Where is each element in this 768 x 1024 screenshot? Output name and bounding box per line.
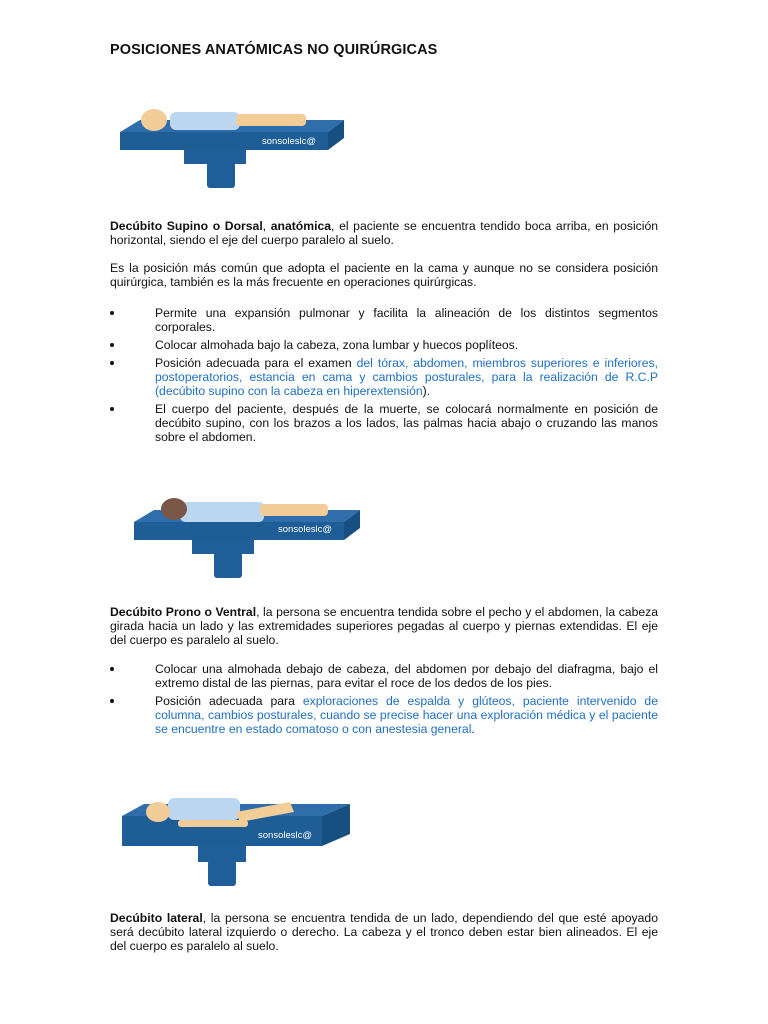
bullet-dot-icon: [110, 343, 114, 347]
lateral-description: [110, 911, 658, 953]
list-item: Posición adecuada para el examen del tórax, abdomen, miembros superiores e inferiores, postoperatorios, estancia en cama y cambios posturales, para la realización de R.C.P (decúbito supino con la cabeza en hiperextensión).: [110, 356, 658, 398]
table-pedestal: [208, 860, 236, 886]
prone-position-illustration: [128, 490, 368, 580]
supino-intro: , el paciente se encuentra tendido boca arriba, en posición horizontal, siendo el eje del cuerpo paralelo al suelo.: [110, 219, 659, 247]
supino-heading-anatomica: anatómica: [270, 219, 332, 233]
supino-heading: Decúbito Supino o Dorsal: [110, 219, 263, 233]
bullet-dot-icon: [110, 667, 114, 671]
supino-paragraph-2: Es la posición más común que adopta el paciente en la cama y aunque no se considera posición quirúrgica, también es la más frecuente en operaciones quirúrgicas.: [110, 261, 658, 289]
supino-bullet-list: [110, 306, 658, 448]
page-title: POSICIONES ANATÓMICAS NO QUIRÚRGICAS: [110, 42, 438, 58]
watermark: sonsoleslc@: [258, 830, 312, 841]
list-item: El cuerpo del paciente, después de la muerte, se colocará normalmente en posición de decúbito supino, con los brazos a los lados, las palmas hacia abajo o cruzando las manos sobre el abdomen.: [110, 402, 658, 444]
patient-head: [141, 109, 167, 131]
supine-position-illustration: [112, 100, 352, 190]
watermark: sonsoleslc@: [278, 524, 332, 535]
patient-head: [161, 498, 187, 520]
bullet-dot-icon: [110, 699, 114, 703]
bullet-dot-icon: [110, 361, 114, 365]
supino-description: Decúbito Supino o Dorsal, anatómica, el paciente se encuentra tendido boca arriba, en posición horizontal, siendo el eje del cuerpo paralelo al suelo.: [110, 219, 659, 247]
list-item: Colocar almohada bajo la cabeza, zona lumbar y huecos poplíteos.: [110, 338, 658, 352]
bullet-dot-icon: [110, 311, 114, 315]
patient-gown: [180, 502, 264, 522]
list-item: Posición adecuada para exploraciones de espalda y glúteos, paciente intervenido de columna, cambios posturales, cuando se precise hacer una exploración médica y el paciente se encuentre en estado comatoso o con anestesia general.: [110, 694, 658, 736]
lateral-position-illustration: [118, 792, 358, 888]
prono-intro: , la persona se encuentra tendida sobre el pecho y el abdomen, la cabeza girada hacia un lado y las extremidades superiores pegadas al cuerpo y piernas extendidas. El eje del cuerpo es paralelo al suelo.: [110, 605, 658, 647]
list-item: Colocar una almohada debajo de cabeza, del abdomen por debajo del diafragma, bajo el extremo distal de las piernas, para evitar el roce de los dedos de los pies.: [110, 662, 658, 690]
lateral-heading: Decúbito lateral: [110, 911, 203, 925]
patient-legs: [236, 114, 306, 126]
patient-legs: [260, 504, 328, 516]
prono-description: [110, 605, 658, 647]
table-pedestal: [207, 162, 235, 188]
patient-gown: [170, 112, 240, 130]
lateral-intro: , la persona se encuentra tendida de un lado, dependiendo del que esté apoyado será decúbito lateral izquierdo o derecho. La cabeza y el tronco deben estar bien alineados. El eje del cuerpo es paralelo al suelo.: [110, 911, 658, 953]
list-item: Permite una expansión pulmonar y facilita la alineación de los distintos segmentos corporales.: [110, 306, 658, 334]
prono-bullet-list: [110, 662, 658, 740]
watermark: sonsoleslc@: [262, 136, 316, 147]
patient-gown: [168, 798, 240, 820]
patient-head: [146, 802, 170, 822]
patient-arm: [178, 820, 248, 827]
prono-heading: Decúbito Prono o Ventral: [110, 605, 257, 619]
bullet-dot-icon: [110, 407, 114, 411]
table-pedestal: [214, 552, 242, 578]
